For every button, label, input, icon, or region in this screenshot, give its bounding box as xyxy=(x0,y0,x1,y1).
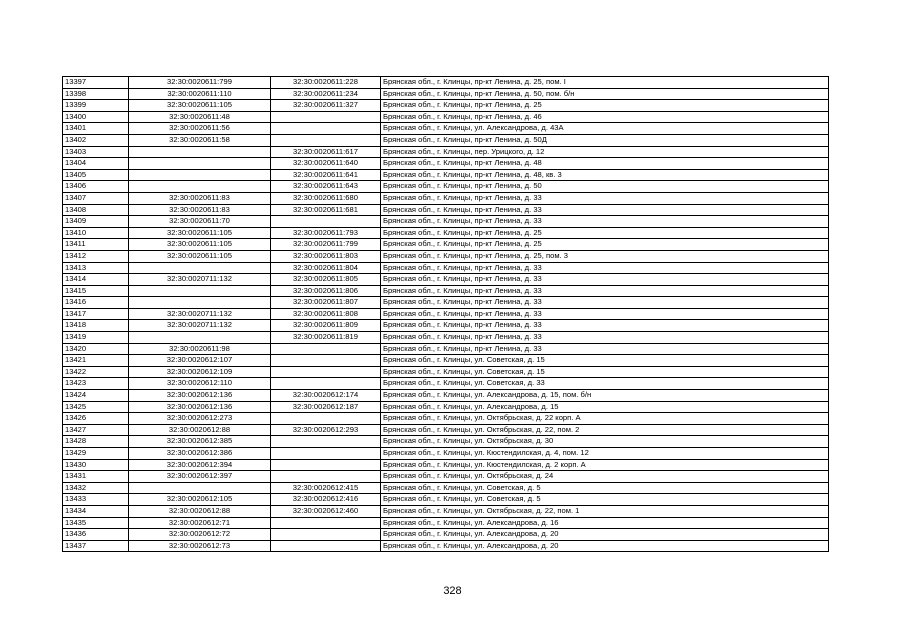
address-cell: Брянская обл., г. Клинцы, пр-кт Ленина, д. 33 xyxy=(381,297,829,309)
address-cell: Брянская обл., г. Клинцы, пр-кт Ленина, д. 33 xyxy=(381,332,829,344)
cadastral-number-cell: 32:30:0020612:136 xyxy=(129,390,271,402)
cadastral-number-cell xyxy=(129,332,271,344)
table-row xyxy=(63,146,829,158)
address-cell: Брянская обл., г. Клинцы, ул. Советская, д. 5 xyxy=(381,494,829,506)
address-cell: Брянская обл., г. Клинцы, пр-кт Ленина, д. 50, пом. б/н xyxy=(381,88,829,100)
table-row xyxy=(63,181,829,193)
cadastral-number-cell: 32:30:0020611:105 xyxy=(129,250,271,262)
row-number-cell: 13398 xyxy=(63,88,129,100)
table-row xyxy=(63,77,829,89)
row-number-cell: 13403 xyxy=(63,146,129,158)
object-cadastral-number-cell xyxy=(271,123,381,135)
address-cell: Брянская обл., г. Клинцы, пр-кт Ленина, д. 33 xyxy=(381,262,829,274)
address-cell: Брянская обл., г. Клинцы, ул. Октябрьская, д. 22, пом. 1 xyxy=(381,505,829,517)
row-number-cell: 13411 xyxy=(63,239,129,251)
table-row xyxy=(63,88,829,100)
cadastral-number-cell xyxy=(129,169,271,181)
table-row xyxy=(63,320,829,332)
object-cadastral-number-cell: 32:30:0020611:680 xyxy=(271,192,381,204)
table-row xyxy=(63,482,829,494)
row-number-cell: 13413 xyxy=(63,262,129,274)
row-number-cell: 13417 xyxy=(63,308,129,320)
object-cadastral-number-cell xyxy=(271,413,381,425)
cadastral-number-cell: 32:30:0020611:105 xyxy=(129,239,271,251)
address-cell: Брянская обл., г. Клинцы, пр-кт Ленина, д. 25 xyxy=(381,227,829,239)
object-cadastral-number-cell xyxy=(271,366,381,378)
object-cadastral-number-cell: 32:30:0020612:187 xyxy=(271,401,381,413)
row-number-cell: 13409 xyxy=(63,216,129,228)
table-row xyxy=(63,204,829,216)
row-number-cell: 13397 xyxy=(63,77,129,89)
object-cadastral-number-cell: 32:30:0020611:643 xyxy=(271,181,381,193)
row-number-cell: 13406 xyxy=(63,181,129,193)
table-row xyxy=(63,390,829,402)
cadastral-number-cell: 32:30:0020611:56 xyxy=(129,123,271,135)
object-cadastral-number-cell: 32:30:0020611:803 xyxy=(271,250,381,262)
object-cadastral-number-cell: 32:30:0020611:234 xyxy=(271,88,381,100)
object-cadastral-number-cell: 32:30:0020611:681 xyxy=(271,204,381,216)
row-number-cell: 13416 xyxy=(63,297,129,309)
row-number-cell: 13424 xyxy=(63,390,129,402)
table-row xyxy=(63,517,829,529)
table-row xyxy=(63,250,829,262)
table-row xyxy=(63,540,829,552)
address-cell: Брянская обл., г. Клинцы, ул. Советская, д. 33 xyxy=(381,378,829,390)
address-cell: Брянская обл., г. Клинцы, ул. Александрова, д. 43А xyxy=(381,123,829,135)
row-number-cell: 13420 xyxy=(63,343,129,355)
address-cell: Брянская обл., г. Клинцы, ул. Октябрьская, д. 30 xyxy=(381,436,829,448)
object-cadastral-number-cell: 32:30:0020611:640 xyxy=(271,158,381,170)
table-row xyxy=(63,505,829,517)
cadastral-number-cell xyxy=(129,482,271,494)
table-row xyxy=(63,355,829,367)
address-cell: Брянская обл., г. Клинцы, пр-кт Ленина, д. 50Д xyxy=(381,134,829,146)
table-row xyxy=(63,134,829,146)
table-row xyxy=(63,100,829,112)
address-cell: Брянская обл., г. Клинцы, пр-кт Ленина, д. 33 xyxy=(381,285,829,297)
object-cadastral-number-cell: 32:30:0020611:641 xyxy=(271,169,381,181)
row-number-cell: 13412 xyxy=(63,250,129,262)
table-row xyxy=(63,401,829,413)
cadastral-number-cell xyxy=(129,181,271,193)
table-row xyxy=(63,274,829,286)
row-number-cell: 13436 xyxy=(63,529,129,541)
table-row xyxy=(63,239,829,251)
object-cadastral-number-cell xyxy=(271,540,381,552)
object-cadastral-number-cell: 32:30:0020611:809 xyxy=(271,320,381,332)
cadastral-number-cell: 32:30:0020612:105 xyxy=(129,494,271,506)
cadastral-number-cell: 32:30:0020612:107 xyxy=(129,355,271,367)
object-cadastral-number-cell: 32:30:0020611:228 xyxy=(271,77,381,89)
row-number-cell: 13419 xyxy=(63,332,129,344)
address-cell: Брянская обл., г. Клинцы, ул. Александрова, д. 15 xyxy=(381,401,829,413)
row-number-cell: 13405 xyxy=(63,169,129,181)
object-cadastral-number-cell xyxy=(271,517,381,529)
address-cell: Брянская обл., г. Клинцы, пр-кт Ленина, д. 25 xyxy=(381,239,829,251)
address-cell: Брянская обл., г. Клинцы, пр-кт Ленина, д. 33 xyxy=(381,204,829,216)
cadastral-number-cell: 32:30:0020611:83 xyxy=(129,204,271,216)
address-cell: Брянская обл., г. Клинцы, пр-кт Ленина, д. 25 xyxy=(381,100,829,112)
row-number-cell: 13422 xyxy=(63,366,129,378)
row-number-cell: 13427 xyxy=(63,424,129,436)
address-cell: Брянская обл., г. Клинцы, пр-кт Ленина, д. 50 xyxy=(381,181,829,193)
object-cadastral-number-cell: 32:30:0020612:416 xyxy=(271,494,381,506)
address-cell: Брянская обл., г. Клинцы, ул. Александрова, д. 20 xyxy=(381,540,829,552)
object-cadastral-number-cell xyxy=(271,378,381,390)
row-number-cell: 13431 xyxy=(63,471,129,483)
object-cadastral-number-cell xyxy=(271,111,381,123)
address-cell: Брянская обл., г. Клинцы, ул. Советская, д. 15 xyxy=(381,366,829,378)
page-number: 328 xyxy=(443,585,462,597)
row-number-cell: 13418 xyxy=(63,320,129,332)
table-row xyxy=(63,297,829,309)
table-row xyxy=(63,471,829,483)
object-cadastral-number-cell: 32:30:0020611:808 xyxy=(271,308,381,320)
address-cell: Брянская обл., г. Клинцы, пр-кт Ленина, д. 48, кв. 3 xyxy=(381,169,829,181)
cadastral-number-cell xyxy=(129,262,271,274)
row-number-cell: 13429 xyxy=(63,448,129,460)
address-cell: Брянская обл., г. Клинцы, пр-кт Ленина, д. 33 xyxy=(381,343,829,355)
address-cell: Брянская обл., г. Клинцы, ул. Александрова, д. 15, пом. б/н xyxy=(381,390,829,402)
object-cadastral-number-cell: 32:30:0020611:327 xyxy=(271,100,381,112)
row-number-cell: 13433 xyxy=(63,494,129,506)
row-number-cell: 13434 xyxy=(63,505,129,517)
table-row xyxy=(63,366,829,378)
cadastral-number-cell: 32:30:0020711:132 xyxy=(129,308,271,320)
cadastral-number-cell: 32:30:0020612:72 xyxy=(129,529,271,541)
address-cell: Брянская обл., г. Клинцы, пр-кт Ленина, д. 46 xyxy=(381,111,829,123)
row-number-cell: 13404 xyxy=(63,158,129,170)
cadastral-number-cell: 32:30:0020612:109 xyxy=(129,366,271,378)
cadastral-number-cell: 32:30:0020612:136 xyxy=(129,401,271,413)
object-cadastral-number-cell: 32:30:0020611:799 xyxy=(271,239,381,251)
table-row xyxy=(63,227,829,239)
cadastral-number-cell: 32:30:0020611:105 xyxy=(129,100,271,112)
row-number-cell: 13415 xyxy=(63,285,129,297)
object-cadastral-number-cell xyxy=(271,459,381,471)
address-cell: Брянская обл., г. Клинцы, ул. Октябрьская, д. 24 xyxy=(381,471,829,483)
address-cell: Брянская обл., г. Клинцы, ул. Октябрьская, д. 22 корп. А xyxy=(381,413,829,425)
object-cadastral-number-cell xyxy=(271,216,381,228)
address-cell: Брянская обл., г. Клинцы, пр-кт Ленина, д. 33 xyxy=(381,274,829,286)
row-number-cell: 13435 xyxy=(63,517,129,529)
cadastral-number-cell: 32:30:0020711:132 xyxy=(129,320,271,332)
table-row xyxy=(63,111,829,123)
table-row xyxy=(63,378,829,390)
object-cadastral-number-cell xyxy=(271,343,381,355)
object-cadastral-number-cell: 32:30:0020611:804 xyxy=(271,262,381,274)
row-number-cell: 13400 xyxy=(63,111,129,123)
table-row xyxy=(63,332,829,344)
row-number-cell: 13428 xyxy=(63,436,129,448)
row-number-cell: 13410 xyxy=(63,227,129,239)
cadastral-number-cell: 32:30:0020611:110 xyxy=(129,88,271,100)
object-cadastral-number-cell: 32:30:0020611:819 xyxy=(271,332,381,344)
table-row xyxy=(63,285,829,297)
table-row xyxy=(63,413,829,425)
table-row xyxy=(63,158,829,170)
cadastral-number-cell xyxy=(129,285,271,297)
address-cell: Брянская обл., г. Клинцы, ул. Александрова, д. 16 xyxy=(381,517,829,529)
cadastral-number-cell: 32:30:0020611:105 xyxy=(129,227,271,239)
cadastral-number-cell: 32:30:0020612:394 xyxy=(129,459,271,471)
object-cadastral-number-cell: 32:30:0020612:174 xyxy=(271,390,381,402)
address-cell: Брянская обл., г. Клинцы, пр-кт Ленина, д. 33 xyxy=(381,308,829,320)
registry-table-body xyxy=(63,77,829,552)
cadastral-number-cell: 32:30:0020611:83 xyxy=(129,192,271,204)
row-number-cell: 13430 xyxy=(63,459,129,471)
cadastral-number-cell: 32:30:0020611:48 xyxy=(129,111,271,123)
cadastral-number-cell: 32:30:0020612:385 xyxy=(129,436,271,448)
object-cadastral-number-cell xyxy=(271,448,381,460)
table-row xyxy=(63,424,829,436)
row-number-cell: 13425 xyxy=(63,401,129,413)
row-number-cell: 13437 xyxy=(63,540,129,552)
table-row xyxy=(63,494,829,506)
cadastral-number-cell: 32:30:0020711:132 xyxy=(129,274,271,286)
address-cell: Брянская обл., г. Клинцы, пр-кт Ленина, д. 25, пом. I xyxy=(381,77,829,89)
address-cell: Брянская обл., г. Клинцы, ул. Советская, д. 5 xyxy=(381,482,829,494)
object-cadastral-number-cell xyxy=(271,471,381,483)
table-row xyxy=(63,308,829,320)
address-cell: Брянская обл., г. Клинцы, пр-кт Ленина, д. 33 xyxy=(381,192,829,204)
address-cell: Брянская обл., г. Клинцы, ул. Кюстендилская, д. 2 корп. А xyxy=(381,459,829,471)
object-cadastral-number-cell: 32:30:0020611:617 xyxy=(271,146,381,158)
table-row xyxy=(63,169,829,181)
address-cell: Брянская обл., г. Клинцы, пр-кт Ленина, д. 33 xyxy=(381,320,829,332)
object-cadastral-number-cell xyxy=(271,355,381,367)
object-cadastral-number-cell: 32:30:0020612:460 xyxy=(271,505,381,517)
address-cell: Брянская обл., г. Клинцы, ул. Кюстендилская, д. 4, пом. 12 xyxy=(381,448,829,460)
address-cell: Брянская обл., г. Клинцы, пр-кт Ленина, д. 25, пом. 3 xyxy=(381,250,829,262)
table-row xyxy=(63,262,829,274)
cadastral-number-cell: 32:30:0020611:98 xyxy=(129,343,271,355)
address-cell: Брянская обл., г. Клинцы, пр-кт Ленина, д. 48 xyxy=(381,158,829,170)
table-row xyxy=(63,123,829,135)
row-number-cell: 13401 xyxy=(63,123,129,135)
row-number-cell: 13407 xyxy=(63,192,129,204)
registry-table xyxy=(62,76,829,552)
row-number-cell: 13399 xyxy=(63,100,129,112)
object-cadastral-number-cell: 32:30:0020612:415 xyxy=(271,482,381,494)
address-cell: Брянская обл., г. Клинцы, пр-кт Ленина, д. 33 xyxy=(381,216,829,228)
table-row xyxy=(63,343,829,355)
object-cadastral-number-cell xyxy=(271,134,381,146)
cadastral-number-cell: 32:30:0020612:71 xyxy=(129,517,271,529)
cadastral-number-cell xyxy=(129,297,271,309)
object-cadastral-number-cell: 32:30:0020611:807 xyxy=(271,297,381,309)
cadastral-number-cell: 32:30:0020612:397 xyxy=(129,471,271,483)
row-number-cell: 13421 xyxy=(63,355,129,367)
table-row xyxy=(63,448,829,460)
address-cell: Брянская обл., г. Клинцы, ул. Октябрьская, д. 22, пом. 2 xyxy=(381,424,829,436)
object-cadastral-number-cell: 32:30:0020612:293 xyxy=(271,424,381,436)
cadastral-number-cell: 32:30:0020612:88 xyxy=(129,505,271,517)
object-cadastral-number-cell: 32:30:0020611:793 xyxy=(271,227,381,239)
cadastral-number-cell: 32:30:0020611:799 xyxy=(129,77,271,89)
cadastral-number-cell xyxy=(129,158,271,170)
cadastral-number-cell: 32:30:0020612:386 xyxy=(129,448,271,460)
row-number-cell: 13432 xyxy=(63,482,129,494)
table-row xyxy=(63,459,829,471)
cadastral-number-cell: 32:30:0020612:73 xyxy=(129,540,271,552)
address-cell: Брянская обл., г. Клинцы, ул. Советская, д. 15 xyxy=(381,355,829,367)
table-row xyxy=(63,192,829,204)
row-number-cell: 13414 xyxy=(63,274,129,286)
object-cadastral-number-cell xyxy=(271,529,381,541)
table-row xyxy=(63,216,829,228)
cadastral-number-cell: 32:30:0020611:58 xyxy=(129,134,271,146)
table-row xyxy=(63,436,829,448)
cadastral-number-cell: 32:30:0020612:273 xyxy=(129,413,271,425)
object-cadastral-number-cell: 32:30:0020611:806 xyxy=(271,285,381,297)
address-cell: Брянская обл., г. Клинцы, ул. Александрова, д. 20 xyxy=(381,529,829,541)
cadastral-number-cell: 32:30:0020611:70 xyxy=(129,216,271,228)
cadastral-number-cell: 32:30:0020612:110 xyxy=(129,378,271,390)
row-number-cell: 13423 xyxy=(63,378,129,390)
cadastral-number-cell xyxy=(129,146,271,158)
object-cadastral-number-cell: 32:30:0020611:805 xyxy=(271,274,381,286)
object-cadastral-number-cell xyxy=(271,436,381,448)
row-number-cell: 13408 xyxy=(63,204,129,216)
address-cell: Брянская обл., г. Клинцы, пер. Урицкого, д. 12 xyxy=(381,146,829,158)
table-row xyxy=(63,529,829,541)
cadastral-number-cell: 32:30:0020612:88 xyxy=(129,424,271,436)
row-number-cell: 13426 xyxy=(63,413,129,425)
row-number-cell: 13402 xyxy=(63,134,129,146)
